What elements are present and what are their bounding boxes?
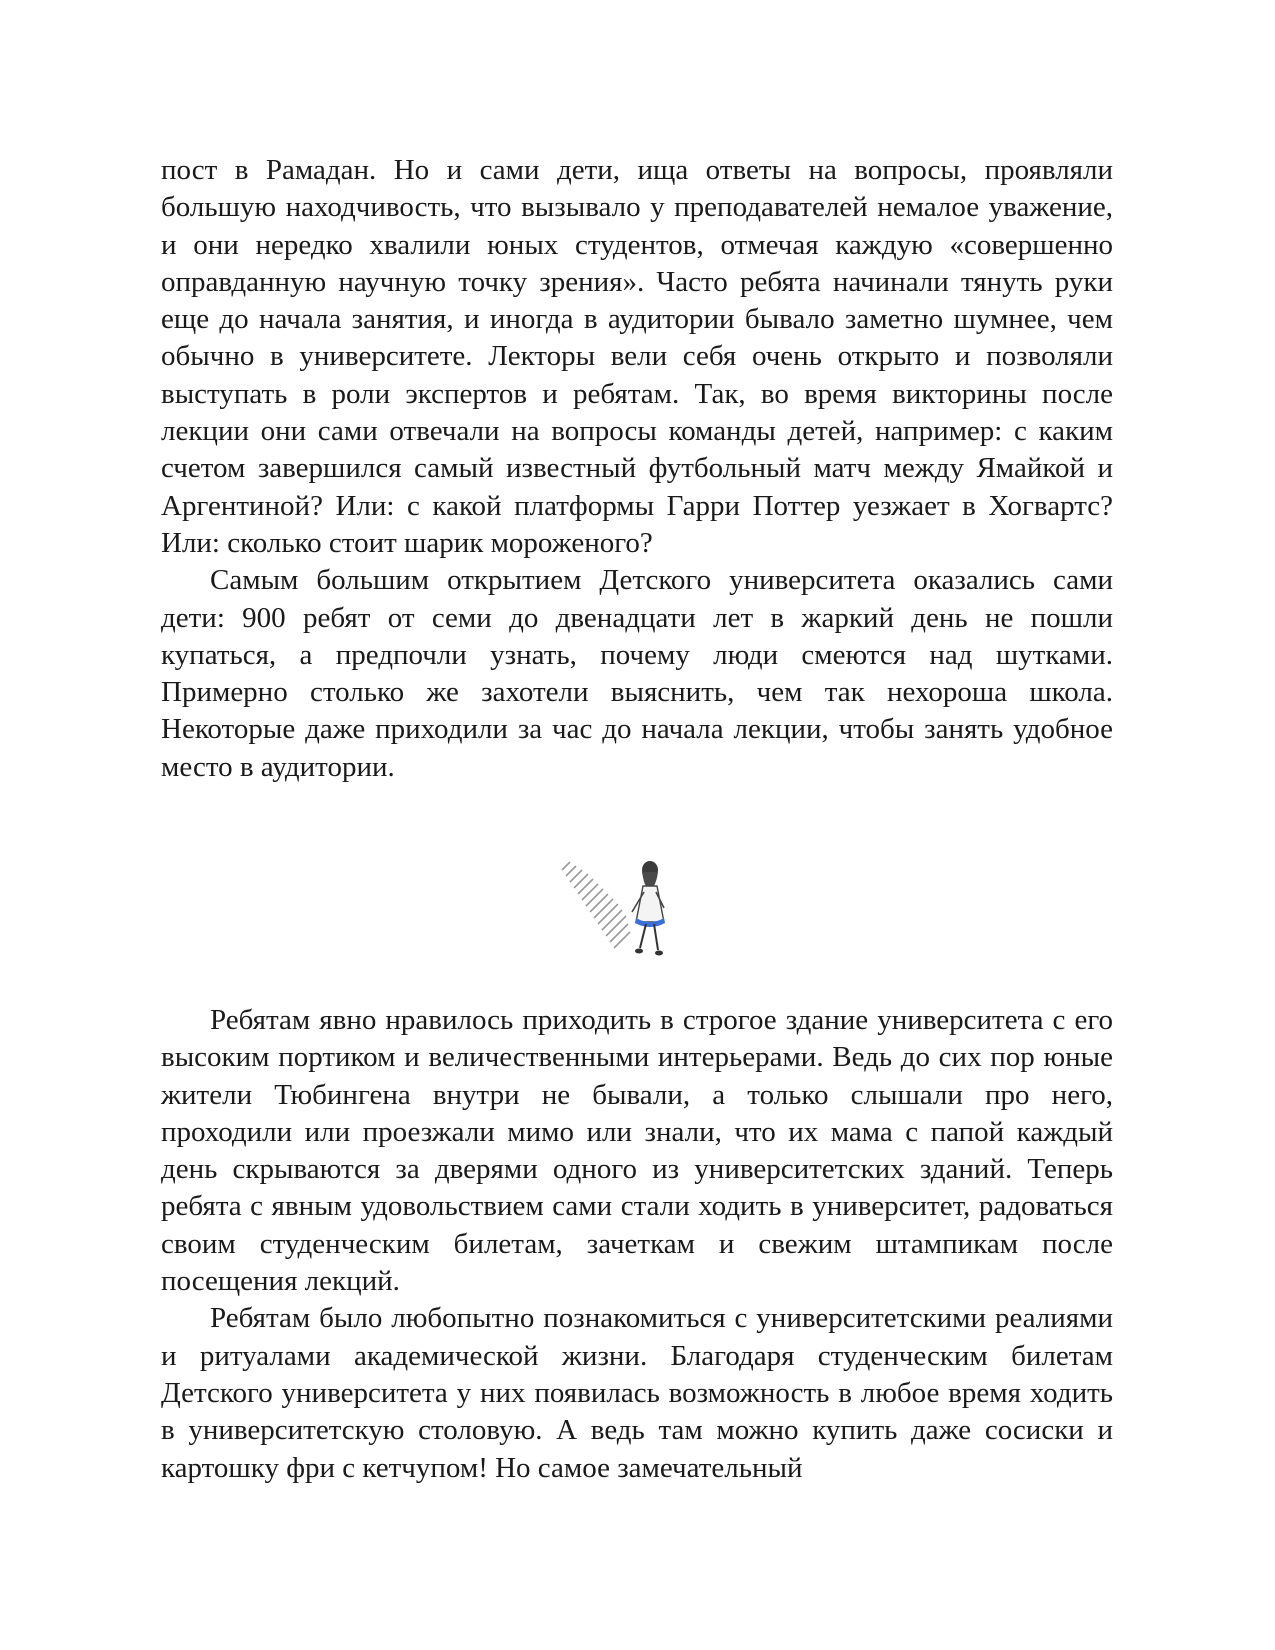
shadow-stripes	[562, 862, 630, 948]
paragraph-fasting-and-quiz: пост в Рамадан. Но и сами дети, ища ответы на вопросы, проявляли большую находчивость, что вызывало у преподавателей немалое уважение, и они нередко хвалили юных студентов, отмечая каждую «совершенно оправданную научную точку зрения». Часто ребята начинали тянуть руки еще до начала занятия, и иногда в аудитории бывало заметно шумнее, чем обычно в университете. Лекторы вели себя очень открыто и позволяли выступать в роли экспертов и ребятам. Так, во время викторины после лекции они сами отвечали на вопросы команды детей, например: с каким счетом завершился самый известный футбольный матч между Ямайкой и Аргентиной? Или: с какой платформы Гарри Поттер уезжает в Хогвартс? Или: сколько стоит шарик мороженого?	[161, 154, 1113, 559]
girl-figure	[632, 861, 665, 956]
text-block-bottom	[161, 1002, 1113, 1487]
walking-girl-with-shadow-icon	[560, 856, 690, 966]
paragraph-academic-rituals: Ребятам было любопытно познакомиться с университетскими реалиями и ритуалами академической жизни. Благодаря студенческим билетам Детского университета у них появилась возможность в любое время ходить в университетскую столовую. А ведь там можно купить даже сосиски и картошку фри с кетчупом! Но самое замечательный	[161, 1302, 1113, 1484]
text-block-top	[161, 152, 1113, 786]
paragraph-university-building: Ребятам явно нравилось приходить в строгое здание университета с его высоким портиком и величественными интерьерами. Ведь до сих пор юные жители Тюбингена внутри не бывали, а только слышали про него, проходили или проезжали мимо или знали, что их мама с папой каждый день скрываются за дверями одного из университетских зданий. Теперь ребята с явным удовольствием сами стали ходить в университет, радоваться своим студенческим билетам, зачеткам и свежим штампикам после посещения лекций.	[161, 1004, 1113, 1298]
paragraph-biggest-discovery: Самым большим открытием Детского университета оказались сами дети: 900 ребят от семи до двенадцати лет в жаркий день не пошли купаться, а предпочли узнать, почему люди смеются над шутками. Примерно столько же захотели выяснить, чем так нехороша школа. Некоторые даже приходили за час до начала лекции, чтобы занять удобное место в аудитории.	[161, 564, 1113, 783]
